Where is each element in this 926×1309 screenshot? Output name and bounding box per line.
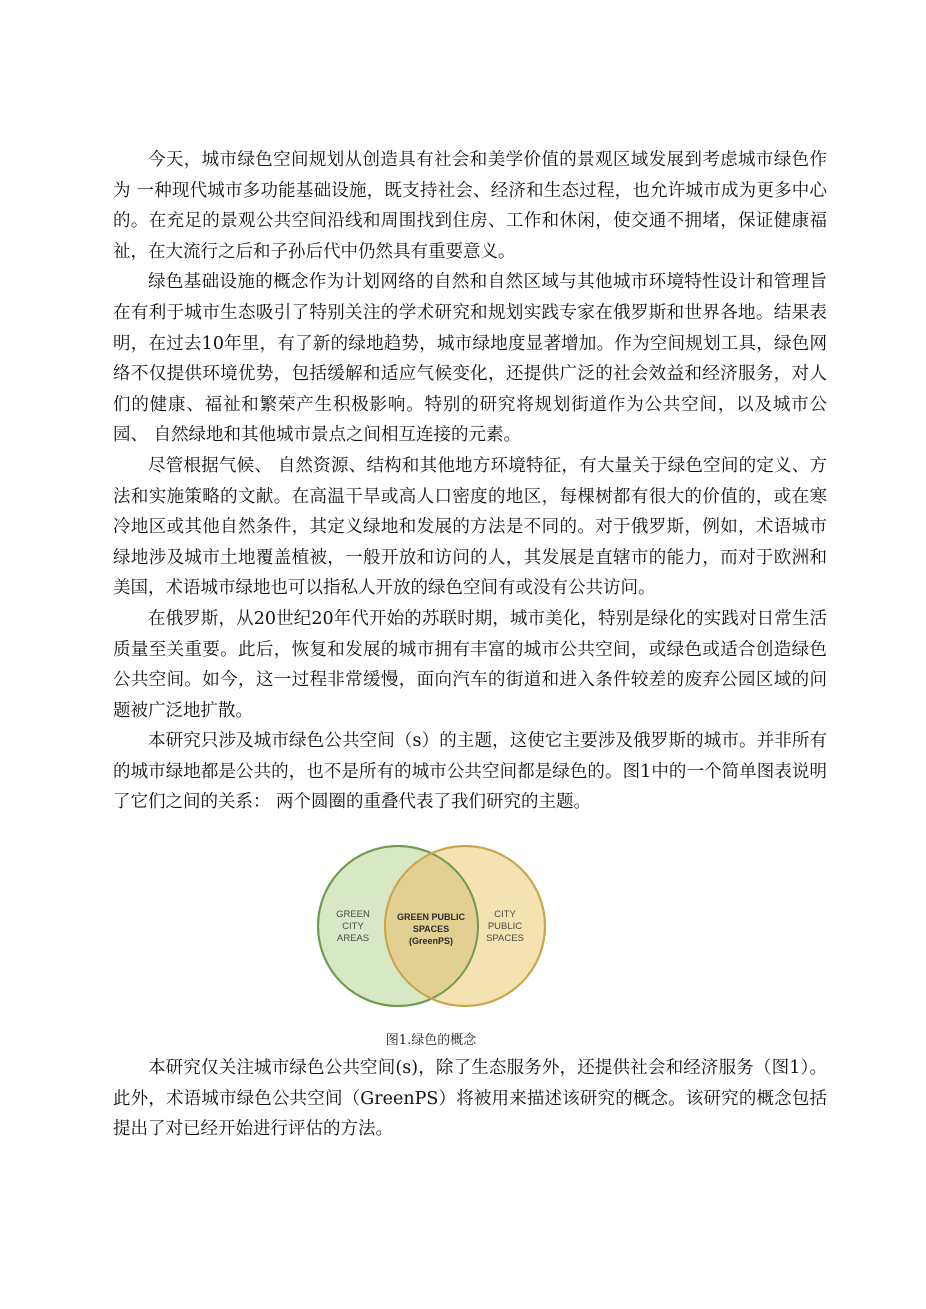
figure-caption: 图1.绿色的概念 (385, 1033, 477, 1048)
center-label-line1: GREEN PUBLIC (396, 912, 466, 922)
body-text-bottom (113, 1053, 827, 1145)
venn-diagram (313, 843, 549, 1013)
center-label-line3: (GreenPS) (408, 936, 454, 946)
left-label-line3: AREAS (336, 933, 370, 944)
paragraph-4: 在俄罗斯，从20世纪20年代开始的苏联时期，城市美化，特别是绿化的实践对日常生活质量至关重要。此后，恢复和发展的城市拥有丰富的城市公共空间，或绿色或适合创造绿色公共空间。如今，这一过程非常缓慢，面向汽车的街道和进入条件较差的废弃公园区域的问题被广泛地扩散。 (113, 608, 827, 721)
left-label-line2: CITY (342, 921, 364, 932)
paragraph-3: 尽管根据气候、 自然资源、结构和其他地方环境特征，有大量关于绿色空间的定义、方法和实施策略的文献。在高温干旱或高人口密度的地区，每棵树都有很大的价值的，或在寒冷地区或其他自然条件，其定义绿地和发展的方法是不同的。对于俄罗斯，例如，术语城市绿地涉及城市土地覆盖植被，一般开放和访问的人，其发展是直辖市的能力，而对于欧洲和美国，术语城市绿地也可以指私人开放的绿色空间有或没有公共访问。 (113, 455, 827, 599)
paragraph-5: 本研究只涉及城市绿色公共空间（s）的主题，这使它主要涉及俄罗斯的城市。并非所有的城市绿地都是公共的，也不是所有的城市公共空间都是绿色的。图1中的一个简单图表说明 了它们之间的关系： 两个圆圈的重叠代表了我们研究的主题。 (113, 731, 827, 813)
paragraph-6: 本研究仅关注城市绿色公共空间(s)，除了生态服务外，还提供社会和经济服务（图1）。此外，术语城市绿色公共空间（GreenPS）将被用来描述该研究的概念。该研究的概念包括提出了对已经开始进行评估的方法。 (113, 1058, 827, 1140)
center-label-line2: SPACES (412, 924, 450, 934)
right-label-line1: CITY (494, 909, 516, 920)
right-label-line3: SPACES (486, 933, 524, 944)
paragraph-2: 绿色基础设施的概念作为计划网络的自然和自然区域与其他城市环境特性设计和管理旨在有利于城市生态吸引了特别关注的学术研究和规划实践专家在俄罗斯和世界各地。结果表明，在过去10年里，有了新的绿地趋势，城市绿地度显著增加。作为空间规划工具，绿色网络不仅提供环境优势，包括缓解和适应气候变化，还提供广泛的社会效益和经济服务，对人们的健康、福祉和繁荣产生积极影响。特别的研究将规划街道作为公共空间，以及城市公园、 自然绿地和其他城市景点之间相互连接的元素。 (113, 272, 827, 446)
paragraph-1: 今天，城市绿色空间规划从创造具有社会和美学价值的景观区域发展到考虑城市绿色作为 一种现代城市多功能基础设施，既支持社会、经济和生态过程，也允许城市成为更多中心的。在充足的景观公共空间沿线和周围找到住房、工作和休闲，使交通不拥堵，保证健康福祉，在大流行之后和子孙后代中仍然具有重要意义。 (113, 150, 827, 262)
venn-diagram-figure (313, 843, 549, 1013)
left-label-line1: GREEN (336, 909, 370, 920)
right-label-line2: PUBLIC (487, 921, 523, 932)
body-text-top (113, 145, 827, 818)
